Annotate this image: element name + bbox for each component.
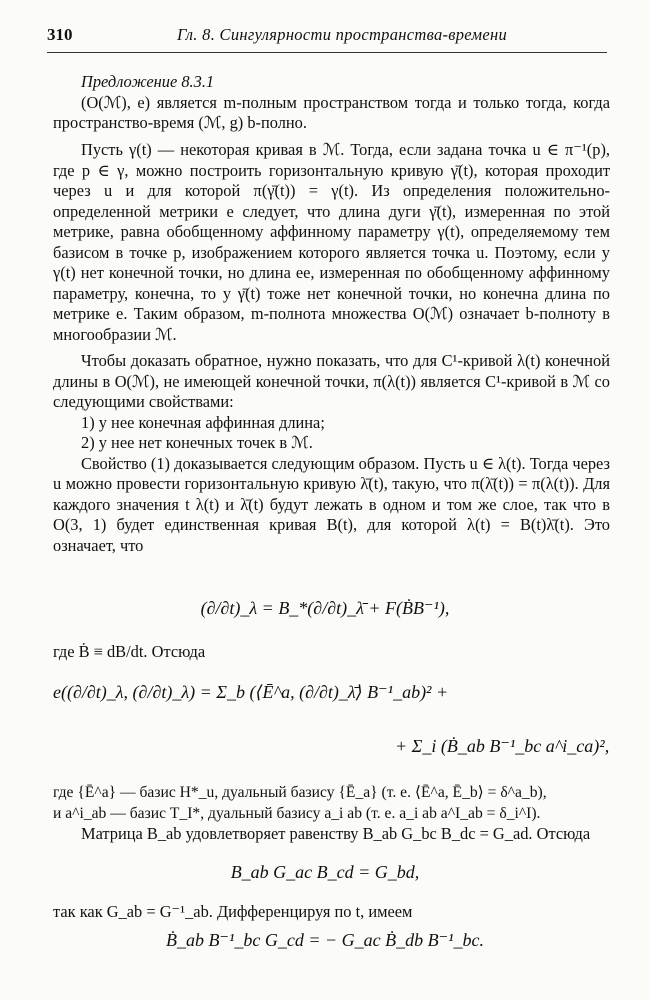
proof-block: [53, 140, 610, 556]
page-header: [47, 25, 607, 47]
paragraph-curve: Пусть γ(t) — некоторая кривая в ℳ. Тогда, если задана точка u ∈ π⁻¹(p), где p ∈ γ, можно построить горизонтальную кривую γ̄(t), которая проходит через u и для которой π(γ̄(t)) = γ(t). Из определения положительно-определенной метрики e следует, что длина дуги γ̄(t), измеренная по этой метрике, равна обобщенному аффинному параметру γ(t), определяемому тем базисом в точке p, изображением которого является точка u. Поэтому, если у γ(t) нет конечной точки, но длина ее, измеренная по обобщенному аффинному параметру, конечна, то у γ̄(t) тоже нет конечной точки, но конечна длина по метрике e. Таким образом, m-полнота множества O(ℳ) означает b-полноту в многообразии ℳ.: [53, 140, 610, 344]
paragraph-matrix: Матрица B_ab удовлетворяет равенству B_ab G_bc B_dc = G_ad. Отсюда: [81, 824, 591, 843]
basis-block: [53, 783, 610, 845]
paragraph-converse: Чтобы доказать обратное, нужно показать, что для C¹-кривой λ(t) конечной длины в O(ℳ), не имеющей конечной точки, π(λ(t)) является C¹-кривой в ℳ со следующими свойствами:: [53, 351, 610, 411]
proposition-title: Предложение 8.3.1: [81, 72, 215, 91]
equation-2a: e((∂/∂t)_λ, (∂/∂t)_λ) = Σ_b (⟨Ē^a, (∂/∂t)_λ̄⟩ B⁻¹_ab)² +: [53, 682, 449, 702]
property-1: 1) у нее конечная аффинная длина;: [81, 412, 325, 432]
page-number: 310: [47, 25, 73, 44]
equation-3: B_ab G_ac B_cd = G_bd,: [230, 862, 420, 882]
proposition-block: [53, 72, 610, 134]
paragraph-differentiate: так как G_ab = G⁻¹_ab. Дифференцируя по t, имеем: [53, 902, 413, 921]
equation-4: Ḃ_ab B⁻¹_bc G_cd = − G_ac Ḃ_db B⁻¹_bc.: [165, 930, 485, 950]
paragraph-where-bdot: где Ḃ ≡ dB/dt. Отсюда: [53, 642, 206, 661]
equation-2b: + Σ_i (Ḃ_ab B⁻¹_bc a^i_ca)²,: [395, 736, 610, 756]
paragraph-property-1: Свойство (1) доказывается следующим образом. Пусть u ∈ λ(t). Тогда через u можно провести горизонтальную кривую λ̄(t), такую, что π(λ̄(t)) = π(λ(t)). Для каждого значения t λ(t) и λ̄(t) будут лежать в одном и том же слое, так что в O(3, 1) будет единственная кривая B(t), для которой λ(t) = B(t)λ̄(t). Это означает, что: [53, 453, 610, 555]
paragraph-basis-t: и a^i_ab — базис T_I*, дуальный базису a_i ab (т. е. a_i ab a^I_ab = δ_i^I).: [53, 804, 541, 822]
running-title: Гл. 8. Сингулярности пространства-времени: [177, 25, 507, 44]
paragraph-basis-h: где {Ē^a} — базис H*_u, дуальный базису {Ē_a} (т. е. ⟨Ē^a, Ē_b⟩ = δ^a_b),: [53, 784, 547, 801]
proposition-statement: (O(ℳ), e) является m-полным пространством тогда и только тогда, когда пространство-время (ℳ, g) b-полно.: [53, 92, 610, 132]
property-2: 2) у нее нет конечных точек в ℳ.: [81, 433, 313, 452]
header-rule: [47, 52, 607, 53]
equation-1: (∂/∂t)_λ = B_*(∂/∂t)_λ̄ + F(ḂB⁻¹),: [200, 598, 450, 618]
